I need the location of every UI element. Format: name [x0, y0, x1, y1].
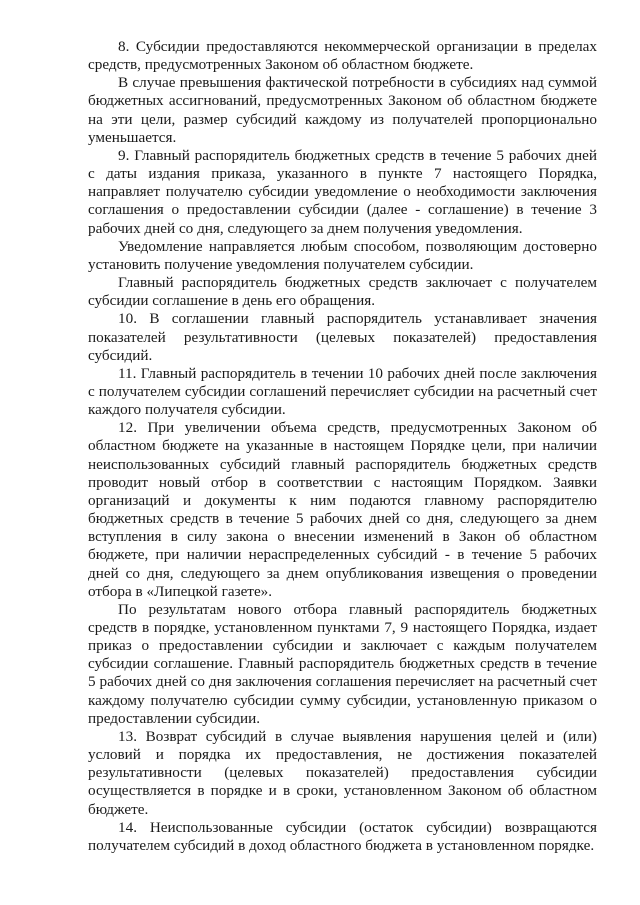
paragraph-clause-9-notification: Уведомление направляется любым способом, позволяющим достоверно установить получение уведомления получателем субсидии.	[88, 237, 597, 273]
paragraph-clause-9-agreement: Главный распорядитель бюджетных средств заключает с получателем субсидии соглашение в день его обращения.	[88, 274, 597, 310]
paragraph-clause-8: 8. Субсидии предоставляются некоммерческой организации в пределах средств, предусмотренных Законом об областном бюджете.	[88, 38, 597, 74]
paragraph-clause-12: 12. При увеличении объема средств, предусмотренных Законом об областном бюджете на указанные в настоящем Порядке цели, при наличии неиспользованных субсидий главный распорядитель бюджетных средств проводит новый отбор в соответствии с настоящим Порядком. Заявки организаций и документы к ним подаются главному распорядителю бюджетных средств в течение 5 рабочих дней со дня, следующего за днем вступления в силу закона о внесении изменений в Закон об областном бюджете, при наличии нераспределенных субсидий - в течение 5 рабочих дней со дня, следующего за днем опубликования извещения о проведении отбора в «Липецкой газете».	[88, 419, 597, 600]
paragraph-clause-9: 9. Главный распорядитель бюджетных средств в течение 5 рабочих дней с даты издания приказа, указанного в пункте 7 настоящего Порядка, направляет получателю субсидии уведомление о необходимости заключения соглашения о предоставлении субсидии (далее - соглашение) в течение 3 рабочих дней со дня, следующего за днем получения уведомления.	[88, 146, 597, 237]
paragraph-clause-14: 14. Неиспользованные субсидии (остаток субсидии) возвращаются получателем субсидий в доход областного бюджета в установленном порядке.	[88, 818, 597, 854]
paragraph-clause-11: 11. Главный распорядитель в течении 10 рабочих дней после заключения с получателем субсидии соглашений перечисляет субсидии на расчетный счет каждого получателя субсидии.	[88, 364, 597, 419]
paragraph-clause-10: 10. В соглашении главный распорядитель устанавливает значения показателей результативности (целевых показателей) предоставления субсидий.	[88, 310, 597, 364]
paragraph-clause-12-results: По результатам нового отбора главный распорядитель бюджетных средств в порядке, установленном пунктами 7, 9 настоящего Порядка, издает приказ о предоставлении субсидии и заключает с каждым получателем субсидии соглашение. Главный распорядитель бюджетных средств в течение 5 рабочих дней со дня заключения соглашения перечисляет на расчетный счет каждому получателю субсидии сумму субсидии, установленную приказом о предоставлении субсидии.	[88, 600, 597, 727]
paragraph-clause-8-shortfall: В случае превышения фактической потребности в субсидиях над суммой бюджетных ассигнований, предусмотренных Законом об областном бюджете на эти цели, размер субсидий каждому из получателей пропорционально уменьшается.	[88, 74, 597, 146]
paragraph-clause-13: 13. Возврат субсидий в случае выявления нарушения целей и (или) условий и порядка их предоставления, не достижения показателей результативности (целевых показателей) предоставления субсидии осуществляется в порядке и в сроки, установленном Законом об областном бюджете.	[88, 727, 597, 818]
document-page	[88, 38, 597, 855]
